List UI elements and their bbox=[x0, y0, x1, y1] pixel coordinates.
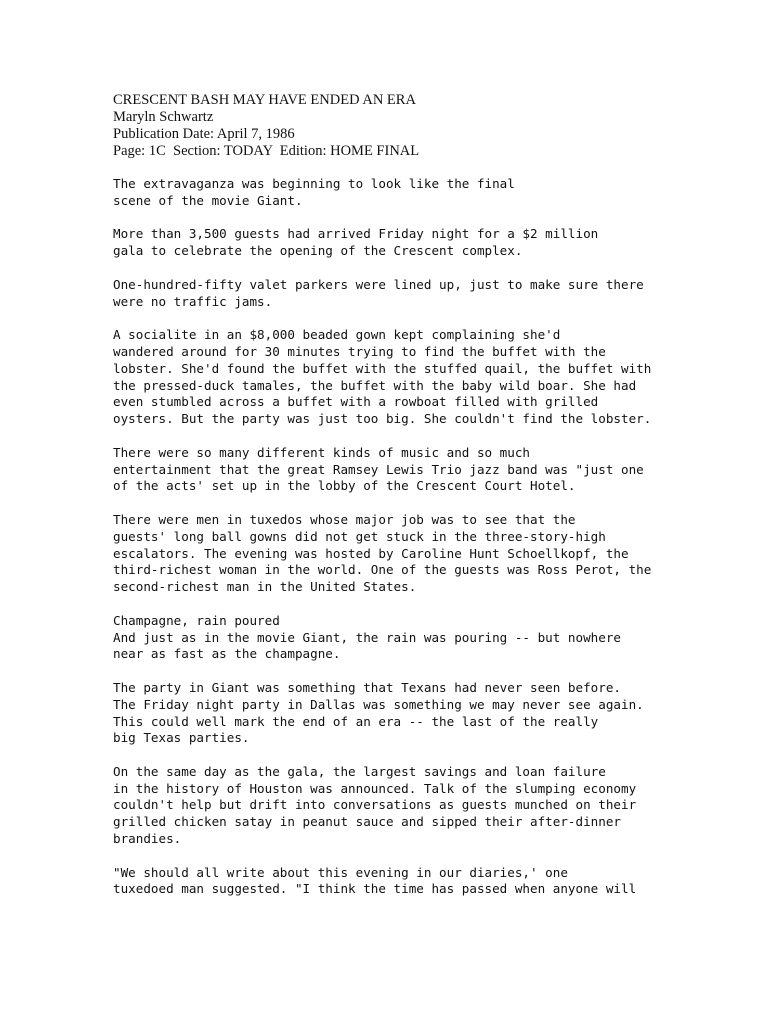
text-line: big Texas parties. bbox=[113, 730, 250, 746]
text-line: oysters. But the party was just too big. She couldn't find the lobster. bbox=[113, 411, 652, 427]
text-line: even stumbled across a buffet with a rowboat filled with grilled bbox=[113, 394, 599, 410]
text-line: couldn't help but drift into conversations as guests munched on their bbox=[113, 797, 637, 813]
text-line: There were so many different kinds of music and so much bbox=[113, 444, 531, 460]
publication-date: Publication Date: April 7, 1986 bbox=[113, 126, 295, 142]
text-line: One-hundred-fifty valet parkers were lined up, just to make sure there bbox=[113, 276, 644, 292]
text-line: grilled chicken satay in peanut sauce and sipped their after-dinner bbox=[113, 814, 621, 830]
article-paragraph bbox=[113, 277, 661, 311]
text-line: brandies. bbox=[113, 831, 182, 847]
text-line: escalators. The evening was hosted by Caroline Hunt Schoellkopf, the bbox=[113, 545, 629, 561]
article-paragraph bbox=[113, 680, 661, 747]
article-paragraph bbox=[113, 445, 661, 495]
text-line: There were men in tuxedos whose major job was to see that the bbox=[113, 511, 576, 527]
text-line: And just as in the movie Giant, the rain was pouring -- but nowhere bbox=[113, 629, 621, 645]
text-line: lobster. She'd found the buffet with the stuffed quail, the buffet with bbox=[113, 360, 652, 376]
text-line: This could well mark the end of an era -- the last of the really bbox=[113, 713, 599, 729]
text-line: The Friday night party in Dallas was something we may never see again. bbox=[113, 696, 644, 712]
article-paragraph bbox=[113, 327, 661, 428]
article-title: CRESCENT BASH MAY HAVE ENDED AN ERA bbox=[113, 92, 416, 108]
text-line: tuxedoed man suggested. "I think the time has passed when anyone will bbox=[113, 881, 637, 897]
text-line: entertainment that the great Ramsey Lewis Trio jazz band was "just one bbox=[113, 461, 644, 477]
text-line: near as fast as the champagne. bbox=[113, 646, 341, 662]
article-paragraph bbox=[113, 176, 661, 210]
text-line: were no traffic jams. bbox=[113, 293, 273, 309]
text-line: third-richest woman in the world. One of the guests was Ross Perot, the bbox=[113, 562, 652, 578]
text-line: gala to celebrate the opening of the Crescent complex. bbox=[113, 243, 523, 259]
text-line: the pressed-duck tamales, the buffet with the baby wild boar. She had bbox=[113, 377, 637, 393]
article-paragraph bbox=[113, 764, 661, 848]
page-section-edition: Page: 1C Section: TODAY Edition: HOME FINAL bbox=[113, 143, 420, 159]
text-line: Champagne, rain poured bbox=[113, 612, 280, 628]
text-line: More than 3,500 guests had arrived Friday night for a $2 million bbox=[113, 226, 599, 242]
article-paragraph bbox=[113, 613, 661, 663]
text-line: guests' long ball gowns did not get stuck in the three-story-high bbox=[113, 528, 606, 544]
text-line: On the same day as the gala, the largest savings and loan failure bbox=[113, 763, 606, 779]
article-paragraph bbox=[113, 226, 661, 260]
text-line: The party in Giant was something that Texans had never seen before. bbox=[113, 679, 621, 695]
text-line: scene of the movie Giant. bbox=[113, 192, 303, 208]
text-line: The extravaganza was beginning to look like the final bbox=[113, 176, 515, 191]
text-line: second-richest man in the United States. bbox=[113, 579, 417, 595]
article-paragraph bbox=[113, 865, 661, 899]
article-header bbox=[113, 92, 419, 160]
text-line: wandered around for 30 minutes trying to find the buffet with the bbox=[113, 343, 606, 359]
text-line: A socialite in an $8,000 beaded gown kept complaining she'd bbox=[113, 327, 561, 343]
article-author: Maryln Schwartz bbox=[113, 109, 214, 125]
text-line: of the acts' set up in the lobby of the Crescent Court Hotel. bbox=[113, 478, 576, 494]
text-line: "We should all write about this evening in our diaries,' one bbox=[113, 864, 568, 880]
text-line: in the history of Houston was announced. Talk of the slumping economy bbox=[113, 780, 637, 796]
article-paragraph bbox=[113, 512, 661, 596]
article-body bbox=[113, 176, 661, 915]
